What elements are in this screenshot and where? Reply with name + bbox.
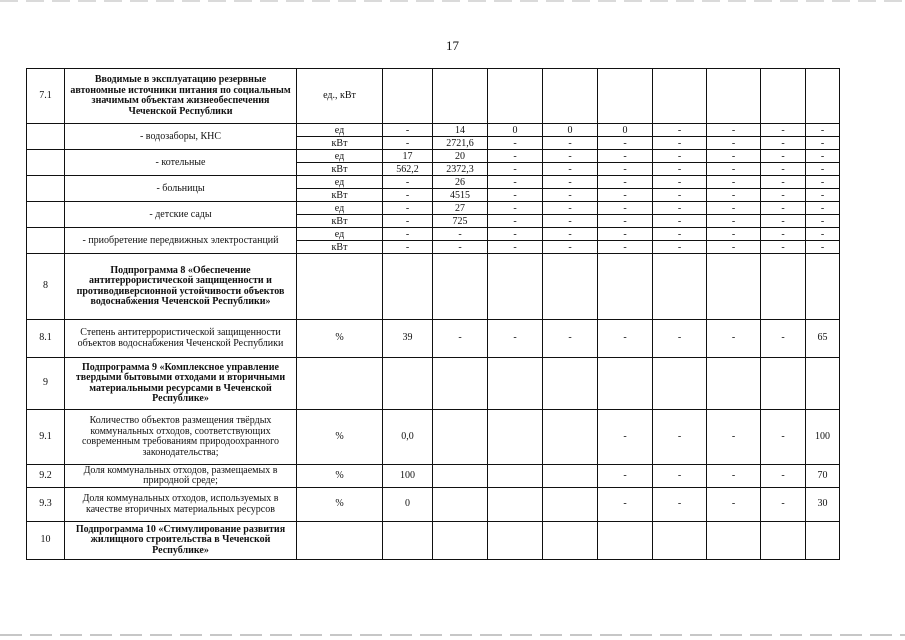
value-cell: 100	[383, 465, 433, 488]
value-cell: -	[761, 241, 806, 254]
value-cell: 0,0	[383, 410, 433, 465]
value-cell	[598, 358, 653, 410]
value-cell: -	[806, 228, 840, 241]
value-cell: -	[806, 241, 840, 254]
value-cell: -	[653, 241, 707, 254]
value-cell	[543, 465, 598, 488]
value-cell: -	[707, 202, 761, 215]
indicators-table	[26, 68, 840, 560]
value-cell	[707, 358, 761, 410]
value-cell: -	[761, 465, 806, 488]
value-cell: -	[433, 241, 488, 254]
value-cell: 0	[543, 124, 598, 137]
value-cell: -	[543, 137, 598, 150]
unit: %	[297, 320, 383, 358]
value-cell: -	[707, 465, 761, 488]
row-number: 8	[27, 254, 65, 320]
value-cell: -	[761, 189, 806, 202]
table-row-p10	[27, 522, 840, 560]
value-cell: -	[543, 228, 598, 241]
value-cell: -	[806, 124, 840, 137]
value-cell	[488, 410, 543, 465]
value-cell: 39	[383, 320, 433, 358]
value-cell: -	[488, 228, 543, 241]
value-cell: -	[761, 228, 806, 241]
row-number: 7.1	[27, 69, 65, 124]
row-number: 9.1	[27, 410, 65, 465]
value-cell: -	[761, 163, 806, 176]
value-cell: -	[707, 189, 761, 202]
value-cell: -	[761, 488, 806, 522]
value-cell: -	[653, 137, 707, 150]
value-cell: -	[543, 163, 598, 176]
value-cell: -	[653, 410, 707, 465]
value-cell: -	[488, 189, 543, 202]
value-cell	[433, 488, 488, 522]
value-cell: 2721,6	[433, 137, 488, 150]
value-cell	[433, 410, 488, 465]
value-cell: -	[598, 320, 653, 358]
value-cell: -	[806, 189, 840, 202]
value-cell: -	[653, 320, 707, 358]
subprogram-title: Подпрограмма 10 «Стимулирование развития жилищного строительства в Чеченской Республике»	[65, 522, 297, 560]
value-cell: -	[543, 241, 598, 254]
value-cell: -	[488, 215, 543, 228]
value-cell: 0	[383, 488, 433, 522]
value-cell: -	[543, 320, 598, 358]
value-cell: -	[598, 215, 653, 228]
value-cell: -	[383, 124, 433, 137]
value-cell: -	[707, 163, 761, 176]
value-cell: -	[433, 320, 488, 358]
row-number: 9	[27, 358, 65, 410]
row-number	[27, 176, 65, 202]
value-cell	[761, 358, 806, 410]
row-number: 8.1	[27, 320, 65, 358]
row-number: 9.3	[27, 488, 65, 522]
value-cell	[488, 522, 543, 560]
row-number	[27, 202, 65, 228]
value-cell: 562,2	[383, 163, 433, 176]
value-cell: -	[653, 150, 707, 163]
value-cell	[488, 488, 543, 522]
value-cell: -	[761, 137, 806, 150]
unit: ед	[297, 124, 383, 137]
value-cell: -	[488, 137, 543, 150]
subprogram-title: Подпрограмма 9 «Комплексное управление твердыми бытовыми отходами и вторичными материальными ресурсами в Чеченской Республике»	[65, 358, 297, 410]
value-cell: -	[488, 163, 543, 176]
unit: %	[297, 410, 383, 465]
indicator-name: Доля коммунальных отходов, используемых в качестве вторичных материальных ресурсов	[65, 488, 297, 522]
value-cell: -	[806, 137, 840, 150]
unit: кВт	[297, 241, 383, 254]
table-row-r92	[27, 465, 840, 488]
value-cell: -	[806, 163, 840, 176]
value-cell: -	[383, 189, 433, 202]
value-cell: -	[653, 163, 707, 176]
unit: кВт	[297, 163, 383, 176]
table-row-hosp-ed	[27, 176, 840, 189]
value-cell: -	[598, 228, 653, 241]
value-cell: -	[707, 241, 761, 254]
value-cell: -	[543, 215, 598, 228]
value-cell: 4515	[433, 189, 488, 202]
table-row-p9	[27, 358, 840, 410]
value-cell: -	[488, 241, 543, 254]
value-cell: -	[598, 488, 653, 522]
indicator-name: - котельные	[65, 150, 297, 176]
value-cell: -	[761, 150, 806, 163]
value-cell	[761, 254, 806, 320]
table-row-water-ed	[27, 124, 840, 137]
value-cell	[543, 69, 598, 124]
value-cell: -	[488, 202, 543, 215]
value-cell	[707, 254, 761, 320]
value-cell: -	[653, 488, 707, 522]
row-number	[27, 150, 65, 176]
value-cell: -	[598, 137, 653, 150]
value-cell: -	[543, 176, 598, 189]
value-cell	[433, 69, 488, 124]
unit: %	[297, 465, 383, 488]
indicator-name: Доля коммунальных отходов, размещаемых в природной среде;	[65, 465, 297, 488]
value-cell	[488, 254, 543, 320]
value-cell: -	[653, 465, 707, 488]
value-cell: -	[383, 137, 433, 150]
indicator-name: - приобретение передвижных электростанций	[65, 228, 297, 254]
row-number: 9.2	[27, 465, 65, 488]
value-cell: 2372,3	[433, 163, 488, 176]
value-cell	[543, 488, 598, 522]
row-number	[27, 124, 65, 150]
value-cell	[297, 254, 383, 320]
value-cell	[433, 465, 488, 488]
value-cell: -	[488, 150, 543, 163]
table-row-mobile-ed	[27, 228, 840, 241]
value-cell	[383, 358, 433, 410]
value-cell: 27	[433, 202, 488, 215]
value-cell	[543, 254, 598, 320]
value-cell	[806, 522, 840, 560]
value-cell	[598, 69, 653, 124]
value-cell	[543, 522, 598, 560]
value-cell: -	[707, 215, 761, 228]
value-cell: -	[598, 189, 653, 202]
value-cell: -	[761, 176, 806, 189]
value-cell: 14	[433, 124, 488, 137]
value-cell	[488, 69, 543, 124]
indicator-name: Степень антитеррористической защищенности объектов водоснабжения Чеченской Республики	[65, 320, 297, 358]
unit: кВт	[297, 189, 383, 202]
value-cell	[488, 358, 543, 410]
value-cell	[806, 69, 840, 124]
value-cell	[598, 254, 653, 320]
value-cell	[433, 522, 488, 560]
value-cell: -	[383, 176, 433, 189]
value-cell: -	[806, 150, 840, 163]
scan-artifact-bottom	[0, 634, 905, 636]
value-cell: -	[653, 176, 707, 189]
value-cell: -	[433, 228, 488, 241]
value-cell: 0	[488, 124, 543, 137]
value-cell: -	[383, 215, 433, 228]
unit: ед	[297, 228, 383, 241]
table-row-p8	[27, 254, 840, 320]
value-cell: -	[598, 241, 653, 254]
value-cell	[653, 358, 707, 410]
value-cell: -	[707, 150, 761, 163]
value-cell	[707, 69, 761, 124]
indicator-name: - детские сады	[65, 202, 297, 228]
value-cell	[707, 522, 761, 560]
table-row-r81	[27, 320, 840, 358]
value-cell: -	[598, 163, 653, 176]
indicator-name: Вводимые в эксплуатацию резервные автономные источники питания по социальным значимым объектам жизнеобеспечения Чеченской Республики	[65, 69, 297, 124]
value-cell: -	[598, 465, 653, 488]
value-cell: 26	[433, 176, 488, 189]
unit: ед., кВт	[297, 69, 383, 124]
value-cell	[383, 522, 433, 560]
value-cell: -	[653, 202, 707, 215]
value-cell	[653, 69, 707, 124]
value-cell: 30	[806, 488, 840, 522]
unit: кВт	[297, 215, 383, 228]
row-number	[27, 228, 65, 254]
value-cell: 0	[598, 124, 653, 137]
value-cell: -	[543, 189, 598, 202]
value-cell	[806, 358, 840, 410]
value-cell: -	[707, 320, 761, 358]
indicator-name: Количество объектов размещения твёрдых коммунальных отходов, соответствующих современным требованиям природоохранного законодательства;	[65, 410, 297, 465]
value-cell: -	[543, 202, 598, 215]
value-cell: -	[761, 320, 806, 358]
unit: %	[297, 488, 383, 522]
value-cell	[297, 522, 383, 560]
value-cell	[433, 254, 488, 320]
value-cell	[761, 522, 806, 560]
value-cell: -	[707, 228, 761, 241]
value-cell: -	[543, 150, 598, 163]
table-row-boiler-ed	[27, 150, 840, 163]
value-cell: 725	[433, 215, 488, 228]
row-number: 10	[27, 522, 65, 560]
indicator-name: - водозаборы, КНС	[65, 124, 297, 150]
value-cell: -	[806, 176, 840, 189]
scan-artifact-top	[0, 0, 905, 2]
value-cell: -	[707, 488, 761, 522]
value-cell: 17	[383, 150, 433, 163]
value-cell: -	[488, 320, 543, 358]
value-cell	[653, 522, 707, 560]
value-cell: -	[598, 410, 653, 465]
unit: кВт	[297, 137, 383, 150]
value-cell: -	[806, 202, 840, 215]
value-cell: -	[707, 176, 761, 189]
unit: ед	[297, 150, 383, 163]
indicator-name: - больницы	[65, 176, 297, 202]
value-cell: -	[761, 215, 806, 228]
value-cell	[297, 358, 383, 410]
page-number: 17	[446, 38, 459, 53]
value-cell: -	[653, 228, 707, 241]
table-row-7-1	[27, 69, 840, 124]
value-cell: 70	[806, 465, 840, 488]
value-cell: -	[806, 215, 840, 228]
value-cell: -	[598, 176, 653, 189]
table-row-kinder-ed	[27, 202, 840, 215]
value-cell: -	[761, 124, 806, 137]
table-row-r91	[27, 410, 840, 465]
value-cell	[433, 358, 488, 410]
value-cell: -	[488, 176, 543, 189]
value-cell: -	[653, 189, 707, 202]
value-cell: -	[761, 410, 806, 465]
value-cell: -	[707, 124, 761, 137]
value-cell: -	[653, 215, 707, 228]
value-cell: 65	[806, 320, 840, 358]
value-cell: 100	[806, 410, 840, 465]
value-cell: -	[598, 202, 653, 215]
value-cell	[806, 254, 840, 320]
subprogram-title: Подпрограмма 8 «Обеспечение антитеррористической защищенности и противодиверсионной устойчивости объектов водоснабжения Чеченской Республики»	[65, 254, 297, 320]
value-cell: -	[653, 124, 707, 137]
unit: ед	[297, 202, 383, 215]
value-cell: -	[383, 228, 433, 241]
value-cell: -	[383, 241, 433, 254]
value-cell	[488, 465, 543, 488]
value-cell	[761, 69, 806, 124]
table-row-r93	[27, 488, 840, 522]
value-cell: -	[383, 202, 433, 215]
value-cell	[383, 254, 433, 320]
value-cell	[653, 254, 707, 320]
value-cell	[543, 358, 598, 410]
value-cell	[543, 410, 598, 465]
value-cell: -	[707, 410, 761, 465]
value-cell	[383, 69, 433, 124]
unit: ед	[297, 176, 383, 189]
value-cell: -	[598, 150, 653, 163]
value-cell: -	[707, 137, 761, 150]
value-cell: -	[761, 202, 806, 215]
value-cell: 20	[433, 150, 488, 163]
value-cell	[598, 522, 653, 560]
